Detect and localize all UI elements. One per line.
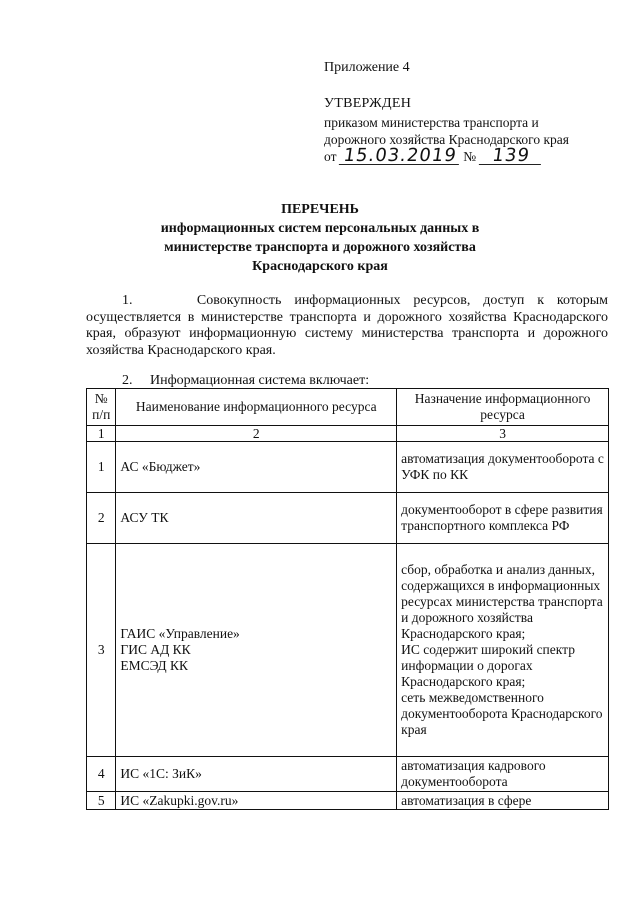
row-purpose (397, 544, 609, 757)
col-number-1: 1 (87, 426, 116, 442)
row-name-line: ГИС АД КК (120, 642, 191, 657)
document-title (80, 200, 560, 276)
row-name-line: ЕМСЭД КК (120, 658, 189, 673)
table-header-row (87, 389, 609, 426)
table-row (87, 442, 609, 493)
appendix-label: Приложение 4 (324, 60, 410, 75)
row-purpose-line: ИС содержит широкий спектр информации о дорогах Краснодарского края; (401, 642, 575, 689)
table-row (87, 544, 609, 757)
row-name: АС «Бюджет» (116, 442, 397, 493)
table-row (87, 757, 609, 792)
handwritten-date: 15.03.2019 (339, 148, 461, 165)
row-purpose: автоматизация кадрового документооборота (397, 757, 609, 792)
row-name: ИС «Zakupki.gov.ru» (116, 792, 397, 810)
header-num: № п/п (87, 389, 116, 426)
col-number-3: 3 (397, 426, 609, 442)
row-num: 1 (87, 442, 116, 493)
paragraph-1: 1. Совокупность информационных ресурсов, доступ к которым осуществляется в министерстве транспорта и дорожного хозяйства Краснодарского края, образуют информационную систему министерства транспорта и дорожного хозяйства Краснодарского края. (86, 293, 608, 358)
row-purpose: автоматизация документооборота с УФК по КК (397, 442, 609, 493)
title-line-2: информационных систем персональных данных в (160, 221, 480, 236)
order-date-line (324, 145, 542, 166)
row-num: 3 (87, 544, 116, 757)
date-prefix: от (324, 149, 337, 164)
paragraph-2: 2. Информационная система включает: (122, 373, 370, 388)
row-name-line: ГАИС «Управление» (120, 626, 240, 641)
row-name (116, 544, 397, 757)
order-line-2: дорожного хозяйства Краснодарского края (324, 132, 570, 147)
title-line-4: Краснодарского края (252, 259, 388, 274)
header-purpose: Назначение информационного ресурса (397, 389, 609, 426)
table-row (87, 792, 609, 810)
header-name: Наименование информационного ресурса (116, 389, 397, 426)
title-line-3: министерстве транспорта и дорожного хозяйства (164, 240, 476, 255)
resources-table (86, 388, 609, 810)
order-line-1: приказом министерства транспорта и (324, 115, 539, 130)
row-num: 2 (87, 493, 116, 544)
row-purpose-line: сбор, обработка и анализ данных, содержащихся в информационных ресурсах министерства транспорта и дорожного хозяйства Краснодарского края; (401, 562, 603, 641)
handwritten-number: 139 (478, 148, 542, 165)
title-line-1: ПЕРЕЧЕНЬ (281, 202, 359, 217)
row-purpose: документооборот в сфере развития транспортного комплекса РФ (397, 493, 609, 544)
row-num: 4 (87, 757, 116, 792)
row-num: 5 (87, 792, 116, 810)
row-name: АСУ ТК (116, 493, 397, 544)
column-number-row (87, 426, 609, 442)
approved-label: УТВЕРЖДЕН (324, 96, 412, 111)
row-purpose: автоматизация в сфере (397, 792, 609, 810)
table-row (87, 493, 609, 544)
col-number-2: 2 (116, 426, 397, 442)
number-prefix: № (463, 149, 477, 164)
row-name: ИС «1С: ЗиК» (116, 757, 397, 792)
row-purpose-line: сеть межведомственного документооборота Краснодарского края (401, 690, 603, 737)
